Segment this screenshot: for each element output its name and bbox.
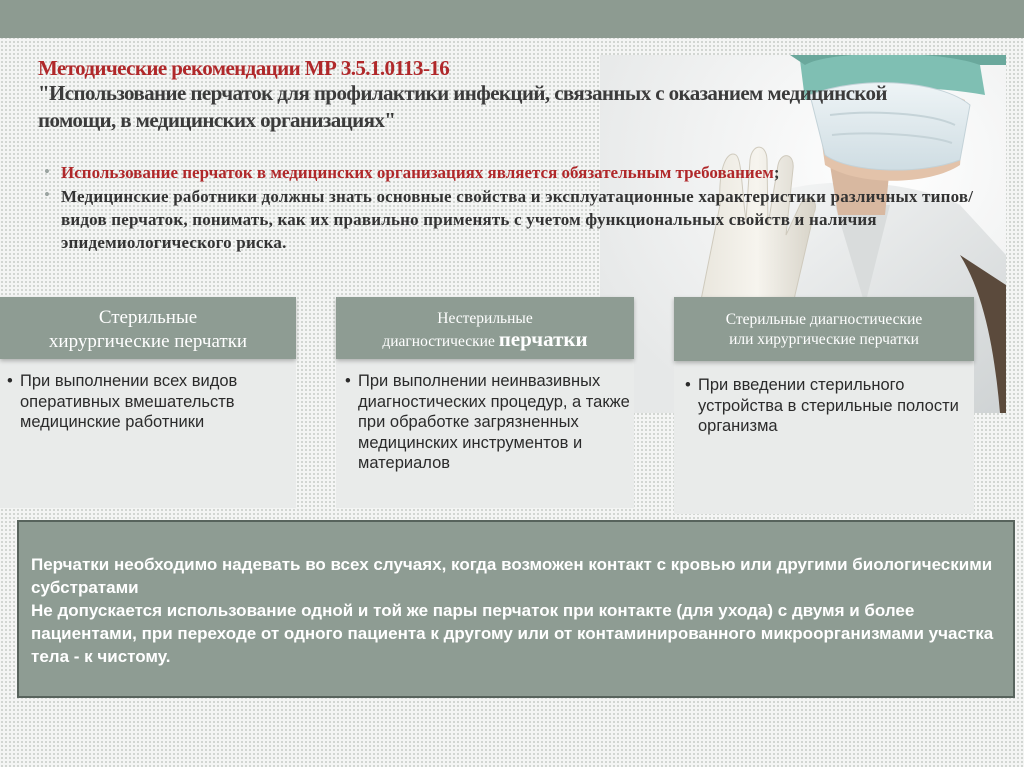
card-body	[336, 359, 634, 474]
card-nonsterile-diagnostic	[336, 297, 634, 508]
bullet-knowledge	[44, 185, 997, 254]
card-title-small: диагностические	[382, 333, 495, 350]
card-header	[336, 297, 634, 359]
bullet-dot-icon: •	[44, 185, 50, 204]
card-title-line1: Стерильные диагностические	[725, 311, 923, 328]
card-title-line1: Стерильные	[98, 307, 198, 328]
bullet-requirement	[44, 162, 997, 183]
rules-note-panel	[17, 520, 1015, 698]
card-body-text: При выполнении неинвазивных диагностических процедур, а также при обработке загрязненных медицинских инструментов и материалов	[358, 372, 630, 472]
intro-bullets	[44, 162, 997, 256]
requirement-semicolon: ;	[773, 163, 780, 182]
card-header	[0, 297, 296, 359]
card-body-text: При введении стерильного устройства в стерильные полости организма	[698, 376, 959, 435]
bullet-dot-icon: •	[7, 372, 13, 390]
card-title-line2	[336, 329, 634, 352]
title-block	[38, 56, 938, 134]
top-band	[0, 0, 1024, 38]
card-sterile-surgical	[0, 297, 296, 508]
bullet-dot-icon: •	[685, 376, 691, 394]
card-title-line1: Нестерильные	[437, 310, 533, 327]
document-subtitle: "Использование перчаток для профилактики инфекций, связанных с оказанием медицинской помощи, в медицинских организациях"	[38, 81, 887, 132]
card-body	[0, 359, 296, 433]
bullet-knowledge-text: Медицинские работники должны знать основные свойства и эксплуатационные характеристики различных типов/видов перчаток, понимать, как их правильно применять с учетом функциональных свойств и наличия эпидемиологического риска.	[61, 187, 974, 252]
bullet-requirement-text	[61, 162, 997, 183]
card-sterile-diagnostic-or-surgical	[674, 297, 974, 514]
note-paragraph-contact: Перчатки необходимо надевать во всех случаях, когда возможен контакт с кровью или другими биологическими субстратами	[31, 555, 993, 597]
card-header	[674, 297, 974, 361]
bullet-dot-icon: •	[345, 372, 351, 390]
card-title-line2: хирургические перчатки	[48, 331, 248, 352]
note-paragraph-one-pair: Не допускается использование одной и той же пары перчаток при контакте (для ухода) с двумя и более пациентами, при переходе от одного пациента к другому или от контаминированного микроорганизмами участка тела - к чистому.	[31, 601, 994, 666]
card-body-text: При выполнении всех видов оперативных вмешательств медицинские работники	[20, 372, 238, 431]
document-title: Методические рекомендации МР 3.5.1.0113-16	[38, 56, 450, 80]
card-title-big: перчатки	[498, 327, 588, 351]
card-title-line2: или хирургические перчатки	[729, 331, 919, 348]
bullet-dot-icon: •	[44, 162, 50, 181]
requirement-text: Использование перчаток в медицинских организациях является обязательным требованием	[61, 163, 774, 182]
card-body	[674, 361, 974, 437]
